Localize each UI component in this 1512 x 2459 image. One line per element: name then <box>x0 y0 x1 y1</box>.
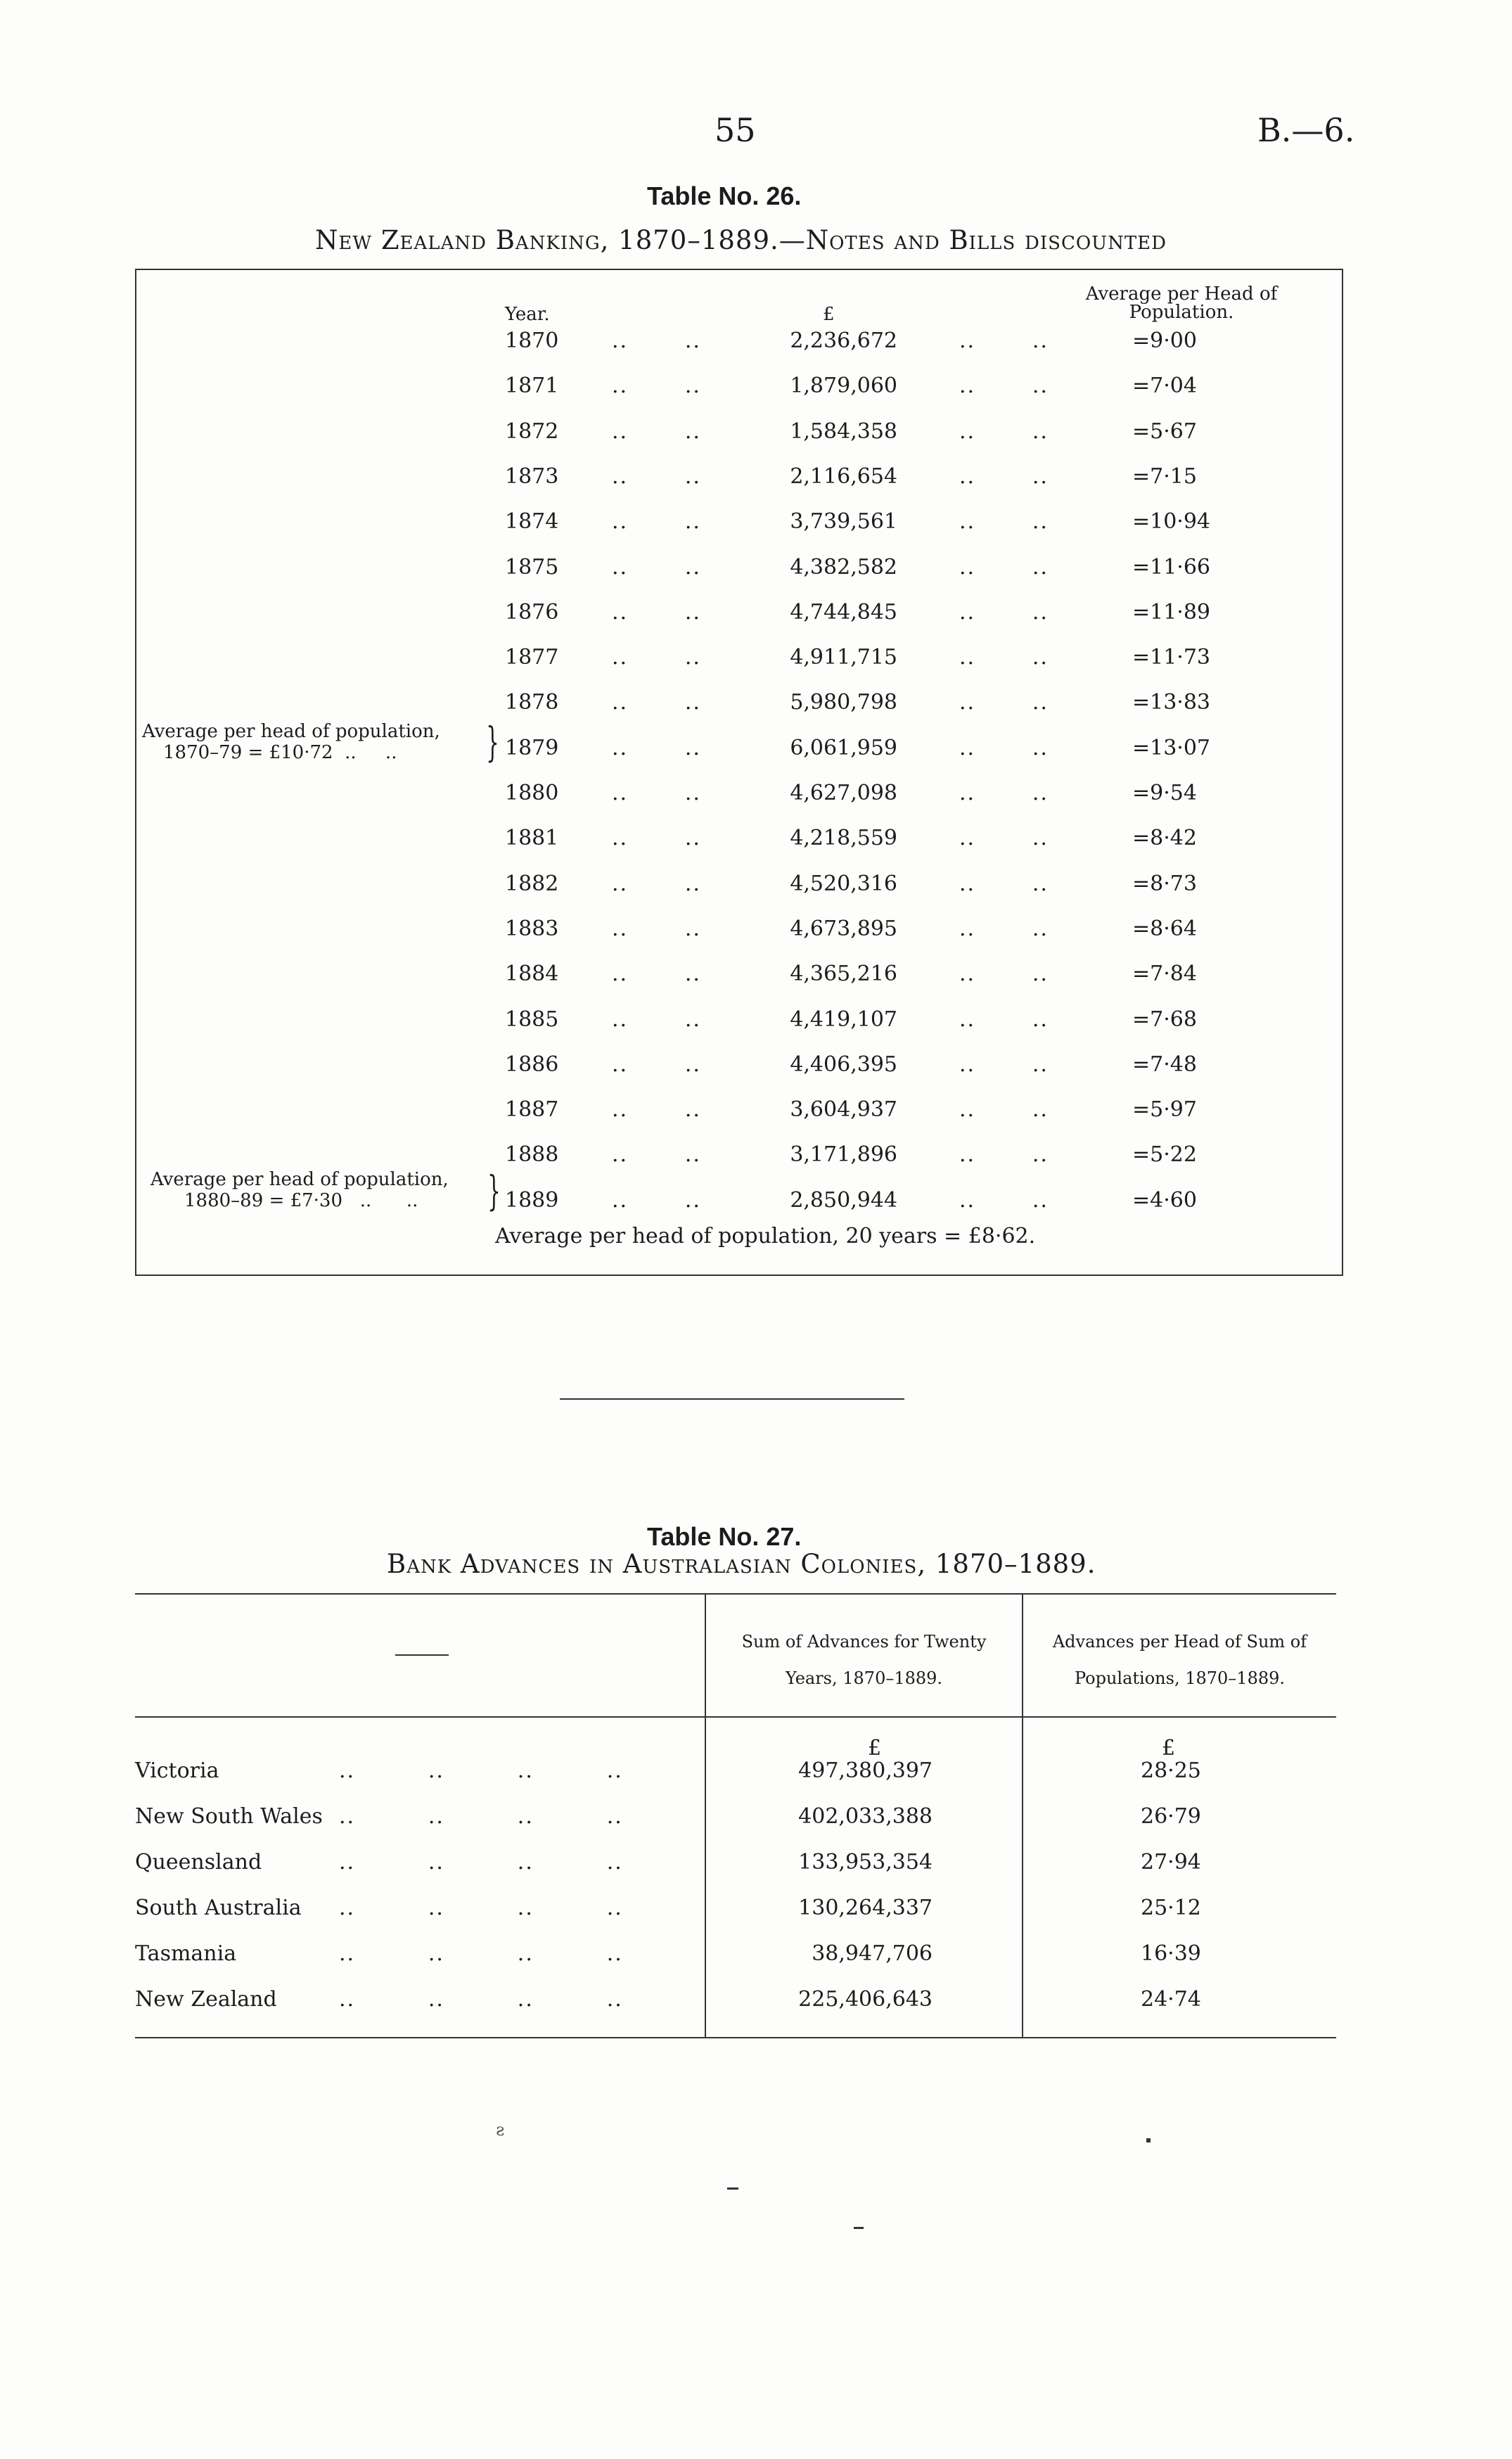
table-26-right-border <box>1342 269 1343 1276</box>
row-amount: 1,879,060 <box>790 373 897 399</box>
side-note-2-line2: 1880–89 = £7·30 .. .. <box>184 1190 418 1211</box>
row-leader-dots: .. .. .. .. <box>339 1758 623 1783</box>
row-amount: 4,627,098 <box>790 781 897 805</box>
row-year: 1889 <box>505 1187 559 1213</box>
row-year: 1873 <box>505 464 559 489</box>
brace-1-icon: } <box>486 718 499 766</box>
row-leader-dots: .. .. <box>612 599 701 625</box>
print-mark-2 <box>727 2187 738 2190</box>
row-amount: 3,604,937 <box>790 1097 897 1123</box>
row-per-head: 16·39 <box>1141 1941 1201 1966</box>
col2-header-line1: Advances per Head of Sum of <box>1052 1632 1307 1652</box>
table-26-left-border <box>135 269 136 1276</box>
row-leader-dots: .. .. <box>612 871 701 896</box>
table-27-subtitle: Bank Advances in Australasian Colonies, 1870–1889. <box>387 1549 1096 1579</box>
row-leader-dots: .. .. .. .. <box>339 1896 623 1920</box>
side-note-2-line1: Average per head of population, <box>150 1169 449 1190</box>
row-leader-dots: .. .. <box>959 871 1049 896</box>
row-average: =9·54 <box>1132 781 1197 805</box>
row-leader-dots: .. .. <box>959 599 1049 625</box>
row-leader-dots: .. .. <box>959 962 1049 987</box>
row-leader-dots: .. .. <box>959 464 1049 489</box>
row-amount: 6,061,959 <box>790 735 897 760</box>
row-leader-dots: .. .. <box>612 509 701 535</box>
row-leader-dots: .. .. <box>959 1052 1049 1077</box>
col1-header-line2: Years, 1870–1889. <box>785 1668 943 1688</box>
row-average: =11·73 <box>1132 645 1211 670</box>
row-amount: 4,218,559 <box>790 826 897 851</box>
row-year: 1876 <box>505 599 559 625</box>
row-amount: 2,236,672 <box>790 328 897 353</box>
table-27-top-rule <box>135 1593 1336 1595</box>
row-per-head: 24·74 <box>1141 1987 1201 2012</box>
table-26-bottom-rule <box>135 1275 1343 1276</box>
row-leader-dots: .. .. .. .. <box>339 1804 623 1829</box>
row-amount: 4,911,715 <box>790 645 897 670</box>
row-leader-dots: .. .. <box>612 554 701 580</box>
row-sum: 225,406,643 <box>798 1987 933 2012</box>
row-amount: 2,116,654 <box>790 464 897 489</box>
row-amount: 4,520,316 <box>790 871 897 896</box>
row-year: 1874 <box>505 509 559 535</box>
table-26-side-note-2 <box>150 1169 449 1211</box>
row-sum: 497,380,397 <box>798 1758 933 1783</box>
row-leader-dots: .. .. <box>612 1052 701 1077</box>
row-leader-dots: .. .. <box>959 554 1049 580</box>
row-leader-dots: .. .. <box>959 645 1049 670</box>
table-27-stub-dash <box>395 1654 449 1656</box>
row-year: 1871 <box>505 373 559 399</box>
table-26-title: Table No. 26. <box>647 181 802 210</box>
table-26-subtitle: New Zealand Banking, 1870–1889.—Notes and Bills discounted <box>315 225 1167 255</box>
row-year: 1886 <box>505 1052 559 1077</box>
row-per-head: 28·25 <box>1141 1758 1201 1783</box>
row-leader-dots: .. .. <box>612 916 701 941</box>
row-leader-dots: .. .. <box>612 1097 701 1123</box>
row-average: =11·66 <box>1132 554 1211 580</box>
row-year: 1884 <box>505 962 559 987</box>
row-year: 1883 <box>505 916 559 941</box>
row-amount: 5,980,798 <box>790 690 897 715</box>
brace-2-icon: } <box>487 1167 501 1215</box>
table-26-col-amount-header: £ <box>823 304 835 325</box>
row-leader-dots: .. .. .. .. <box>339 1941 623 1966</box>
table-26-side-note-1 <box>142 721 440 763</box>
row-sum: 130,264,337 <box>798 1896 933 1920</box>
row-leader-dots: .. .. <box>959 1142 1049 1168</box>
col1-header-line1: Sum of Advances for Twenty <box>741 1632 987 1652</box>
table-26-col-avg-header: Average per Head of Population. <box>1085 283 1278 323</box>
row-year: 1880 <box>505 781 559 805</box>
row-leader-dots: .. .. <box>959 690 1049 715</box>
row-year: 1881 <box>505 826 559 851</box>
table-27-col1-header <box>706 1623 1022 1697</box>
table-26-col-year-header: Year. <box>505 304 550 325</box>
row-sum: 402,033,388 <box>798 1804 933 1829</box>
row-colony: New Zealand <box>135 1987 277 2012</box>
row-average: =8·64 <box>1132 916 1197 941</box>
table-27-title: Table No. 27. <box>647 1522 802 1551</box>
row-average: =5·97 <box>1132 1097 1197 1123</box>
row-leader-dots: .. .. <box>612 328 701 353</box>
row-colony: Tasmania <box>135 1941 237 1966</box>
row-leader-dots: .. .. <box>959 826 1049 851</box>
row-year: 1885 <box>505 1007 559 1032</box>
print-mark-3 <box>854 2227 864 2229</box>
row-leader-dots: .. .. <box>612 735 701 760</box>
row-average: =7·84 <box>1132 962 1197 987</box>
row-leader-dots: .. .. <box>612 781 701 805</box>
row-leader-dots: .. .. <box>612 645 701 670</box>
row-sum: 38,947,706 <box>812 1941 933 1966</box>
row-leader-dots: .. .. .. .. <box>339 1987 623 2012</box>
row-leader-dots: .. .. <box>612 826 701 851</box>
row-year: 1878 <box>505 690 559 715</box>
row-leader-dots: .. .. <box>612 464 701 489</box>
row-leader-dots: .. .. <box>959 781 1049 805</box>
row-average: =7·04 <box>1132 373 1197 399</box>
row-year: 1887 <box>505 1097 559 1123</box>
table-27-unit-per-head: £ <box>1162 1736 1176 1761</box>
table-27-header-rule <box>135 1716 1336 1718</box>
table-26-top-rule <box>135 269 1343 270</box>
row-amount: 4,673,895 <box>790 916 897 941</box>
row-amount: 2,850,944 <box>790 1187 897 1213</box>
row-year: 1875 <box>505 554 559 580</box>
row-average: =11·89 <box>1132 599 1211 625</box>
row-leader-dots: .. .. .. .. <box>339 1850 623 1874</box>
row-leader-dots: .. .. <box>959 735 1049 760</box>
row-colony: Victoria <box>135 1758 219 1783</box>
side-note-1-line2: 1870–79 = £10·72 .. .. <box>163 742 397 763</box>
row-year: 1882 <box>505 871 559 896</box>
row-average: =13·83 <box>1132 690 1211 715</box>
print-mark-1: ƨ <box>496 2120 505 2140</box>
row-year: 1888 <box>505 1142 559 1168</box>
row-average: =9·00 <box>1132 328 1197 353</box>
row-leader-dots: .. .. <box>959 509 1049 535</box>
row-leader-dots: .. .. <box>612 1187 701 1213</box>
page-number: 55 <box>715 111 756 149</box>
row-colony: New South Wales <box>135 1804 323 1829</box>
row-leader-dots: .. .. <box>959 419 1049 444</box>
row-average: =13·07 <box>1132 735 1211 760</box>
row-colony: Queensland <box>135 1850 262 1874</box>
row-average: =7·48 <box>1132 1052 1197 1077</box>
row-per-head: 26·79 <box>1141 1804 1201 1829</box>
row-average: =10·94 <box>1132 509 1211 535</box>
row-leader-dots: .. .. <box>959 328 1049 353</box>
row-amount: 1,584,358 <box>790 419 897 444</box>
row-year: 1877 <box>505 645 559 670</box>
row-leader-dots: .. .. <box>959 1097 1049 1123</box>
row-leader-dots: .. .. <box>612 690 701 715</box>
table-27-unit-sum: £ <box>868 1736 882 1761</box>
document-reference: B.—6. <box>1257 111 1355 149</box>
table-27-col2-header <box>1023 1623 1336 1697</box>
row-average: =8·42 <box>1132 826 1197 851</box>
row-amount: 4,382,582 <box>790 554 897 580</box>
row-leader-dots: .. .. <box>959 916 1049 941</box>
table-26-footer: Average per head of population, 20 years = £8·62. <box>495 1224 1036 1248</box>
row-per-head: 27·94 <box>1141 1850 1201 1874</box>
row-leader-dots: .. .. <box>959 1007 1049 1032</box>
row-average: =7·68 <box>1132 1007 1197 1032</box>
row-leader-dots: .. .. <box>959 1187 1049 1213</box>
row-amount: 3,739,561 <box>790 509 897 535</box>
row-year: 1870 <box>505 328 559 353</box>
row-amount: 3,171,896 <box>790 1142 897 1168</box>
table-27-bottom-rule <box>135 2037 1336 2038</box>
row-leader-dots: .. .. <box>959 373 1049 399</box>
row-leader-dots: .. .. <box>612 962 701 987</box>
row-average: =8·73 <box>1132 871 1197 896</box>
row-leader-dots: .. .. <box>612 1142 701 1168</box>
side-note-1-line1: Average per head of population, <box>142 721 440 742</box>
print-mark-4 <box>1146 2138 1151 2142</box>
row-leader-dots: .. .. <box>612 1007 701 1032</box>
row-sum: 133,953,354 <box>798 1850 933 1874</box>
row-year: 1872 <box>505 419 559 444</box>
row-leader-dots: .. .. <box>612 419 701 444</box>
row-average: =5·22 <box>1132 1142 1197 1168</box>
row-average: =5·67 <box>1132 419 1197 444</box>
row-amount: 4,419,107 <box>790 1007 897 1032</box>
row-amount: 4,406,395 <box>790 1052 897 1077</box>
row-average: =7·15 <box>1132 464 1197 489</box>
row-amount: 4,744,845 <box>790 599 897 625</box>
row-average: =4·60 <box>1132 1187 1197 1213</box>
row-year: 1879 <box>505 735 559 760</box>
row-colony: South Australia <box>135 1896 302 1920</box>
row-per-head: 25·12 <box>1141 1896 1201 1920</box>
col2-header-line2: Populations, 1870–1889. <box>1074 1668 1285 1688</box>
section-separator <box>560 1398 904 1400</box>
row-leader-dots: .. .. <box>612 373 701 399</box>
row-amount: 4,365,216 <box>790 962 897 987</box>
